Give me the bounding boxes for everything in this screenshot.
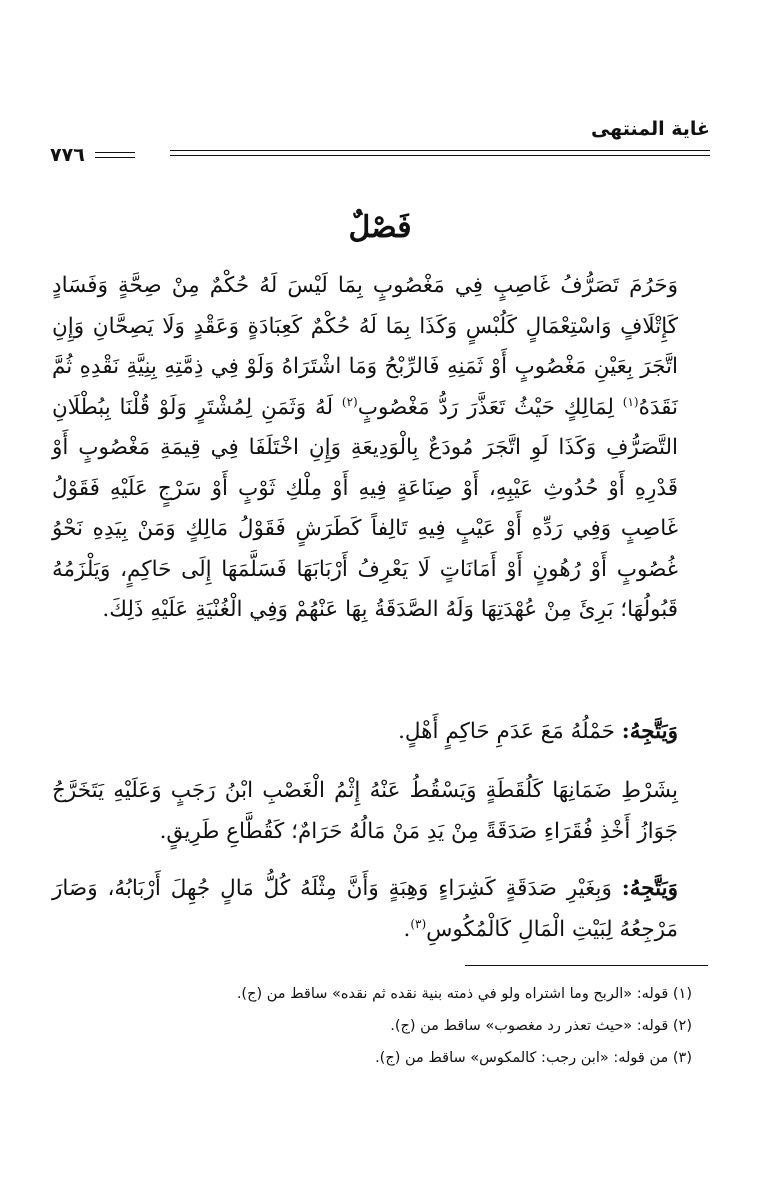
paragraph-text: بِشَرْطِ ضَمَانِهَا كَلُقَطَةٍ وَيَسْقُطُ عَنْهُ إِثْمُ الْغَصْبِ ابْنُ رَجَبٍ وَعَلَيْهِ يَتَخَرَّجُ جَوَازُ أَخْذِ فُقَرَاءِ صَدَقَةً مِنْ يَدِ مَنْ مَالُهُ حَرَامٌ؛ كَقُطَّاعِ طَرِيقٍ. bbox=[52, 778, 678, 844]
footnote-1: (١) قوله: «الربح وما اشتراه ولو في ذمته بنية نقده ثم نقده» ساقط من (ج). bbox=[236, 986, 692, 1002]
paragraph-label: وَيَتَّجِهُ: bbox=[621, 719, 678, 744]
paragraph-yattajih-1 bbox=[52, 712, 708, 753]
footnote-marker-2: (٢) bbox=[341, 394, 358, 409]
section-heading: فَصْلٌ bbox=[348, 210, 412, 245]
paragraph-text: لِمَالِكٍ حَيْثُ تَعَذَّرَ رَدُّ مَغْصُوبٍ bbox=[357, 394, 623, 420]
footnote-marker-1: (١) bbox=[622, 394, 639, 409]
paragraph-text: وَبِغَيْرِ صَدَقَةٍ كَشِرَاءٍ وَهِبَةٍ وَأَنَّ مِثْلَهُ كُلُّ مَالٍ جُهِلَ أَرْبَابُهُ، وَصَارَ مَرْجِعُهُ لِبَيْتِ الْمَالِ كَالْمُكُوسِ bbox=[52, 876, 678, 942]
paragraph-label: وَيَتَّجِهُ: bbox=[621, 876, 678, 901]
footnotes bbox=[52, 978, 692, 1074]
page-number-block bbox=[50, 143, 170, 167]
footnote-3: (٣) من قوله: «ابن رجب: كالمكوس» ساقط من (ج). bbox=[375, 1050, 692, 1066]
paragraph-text: . bbox=[403, 916, 411, 942]
paragraph-text: لَهُ وَثَمَنِ لِمُشْتَرٍ وَلَوْ قُلْنَا بِبُطْلَانِ التَّصَرُّفِ وَكَذَا لَوِ اتَّجَرَ مُودَعٌ بِالْوَدِيعَةِ وَإِنِ اخْتَلَفَا فِي قِيمَةِ مَغْصُوبٍ أَوْ قَدْرِهِ أَوْ حُدُوثِ عَيْبِهِ، أَوْ صِنَاعَةٍ فِيهِ أَوْ مِلْكِ ثَوْبٍ أَوْ سَرْجٍ عَلَيْهِ فَقَوْلُ غَاصِبٍ وَفِي رَدِّهِ أَوْ عَيْبٍ فِيهِ تَالِفاً كَطَرَشٍ فَقَوْلُ مَالِكٍ وَمَنْ بِيَدِهِ نَحْوُ غُصُوبٍ أَوْ رُهُونٍ أَوْ أَمَانَاتٍ لَا يَعْرِفُ أَرْبَابَهَا فَسَلَّمَهَا إِلَى حَاكِمٍ، وَيَلْزَمُهُ قَبُولُهَا؛ بَرِئَ مِنْ عُهْدَتِهَا وَلَهُ الصَّدَقَةُ بِهَا عَنْهُمْ وَفِي الْغُنْيَةِ عَلَيْهِ ذَلِكَ. bbox=[52, 394, 678, 622]
paragraph-main bbox=[52, 266, 708, 631]
running-title: غاية المنتهى bbox=[590, 118, 710, 140]
footnote-separator bbox=[465, 965, 708, 966]
paragraph-text: حَمْلُهُ مَعَ عَدَمِ حَاكِمٍ أَهْلٍ. bbox=[398, 719, 622, 744]
paragraph-ibn-rajab bbox=[52, 771, 708, 852]
page-number-rule bbox=[95, 152, 135, 158]
paragraph-text: وَحَرُمَ تَصَرُّفُ غَاصِبٍ فِي مَغْصُوبٍ بِمَا لَيْسَ لَهُ حُكْمٌ مِنْ صِحَّةٍ وَفَسَادٍ كَإِتْلَافٍ وَاسْتِعْمَالٍ كَلُبْسٍ وَكَذَا بِمَا لَهُ حُكْمٌ كَعِبَادَةٍ وَعَقْدٍ وَلَا يَصِحَّانِ وَإِنِ اتَّجَرَ بِعَيْنِ مَغْصُوبٍ أَوْ ثَمَنِهِ فَالرِّبْحُ وَمَا اشْتَرَاهُ وَلَوْ فِي ذِمَّتِهِ بِنِيَّةِ نَقْدِهِ ثُمَّ نَقَدَهُ bbox=[52, 273, 678, 420]
page-number: ٧٧٦ bbox=[50, 144, 85, 166]
footnote-marker-3: (٣) bbox=[410, 916, 427, 931]
footnote-2: (٢) قوله: «حيث تعذر رد مغصوب» ساقط من (ج). bbox=[390, 1018, 692, 1034]
paragraph-yattajih-2 bbox=[52, 869, 708, 950]
